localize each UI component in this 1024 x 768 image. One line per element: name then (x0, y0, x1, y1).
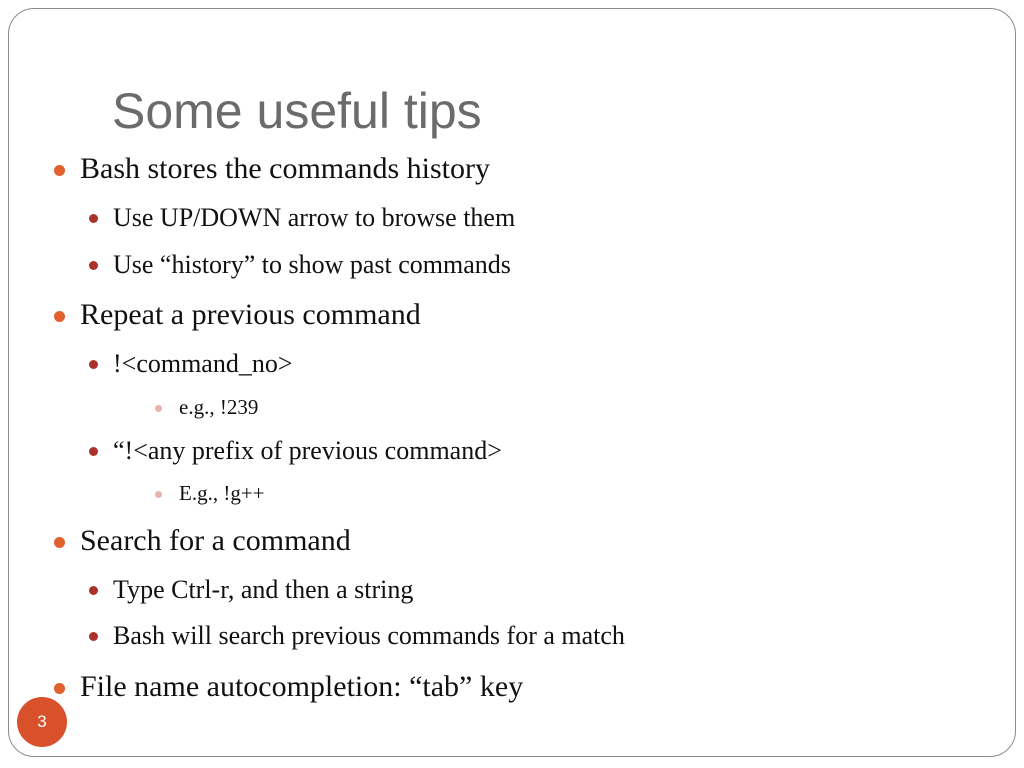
page-number: 3 (37, 712, 47, 731)
bullet-text: e.g., !239 (179, 395, 259, 419)
bullet-text: E.g., !g++ (179, 481, 265, 505)
bullet-text: File name autocompletion: “tab” key (80, 670, 524, 703)
bullet-text: Search for a command (80, 524, 351, 557)
slide-title: Some useful tips (112, 83, 482, 139)
bullet-text: Repeat a previous command (80, 298, 421, 331)
bullet-dot (89, 632, 98, 641)
bullet-text: “!<any prefix of previous command> (113, 436, 502, 465)
bullet-dot (89, 214, 98, 223)
bullet-dot (155, 491, 162, 498)
bullet-text: Bash will search previous commands for a match (113, 621, 625, 650)
bullet-dot (89, 586, 98, 595)
bullet-text: Use “history” to show past commands (113, 250, 511, 279)
bullet-dot (89, 447, 98, 456)
bullet-text: !<command_no> (113, 349, 293, 378)
bullet-dot (155, 405, 162, 412)
bullet-dot (54, 311, 65, 322)
bullet-text: Use UP/DOWN arrow to browse them (113, 203, 516, 232)
page-number-badge (17, 697, 67, 747)
bullet-text: Type Ctrl-r, and then a string (113, 575, 414, 604)
bullet-dot (54, 165, 65, 176)
bullet-dot (89, 360, 98, 369)
bullet-text: Bash stores the commands history (80, 152, 490, 185)
bullet-dot (54, 683, 65, 694)
bullet-dot (54, 537, 65, 548)
bullet-dot (89, 261, 98, 270)
